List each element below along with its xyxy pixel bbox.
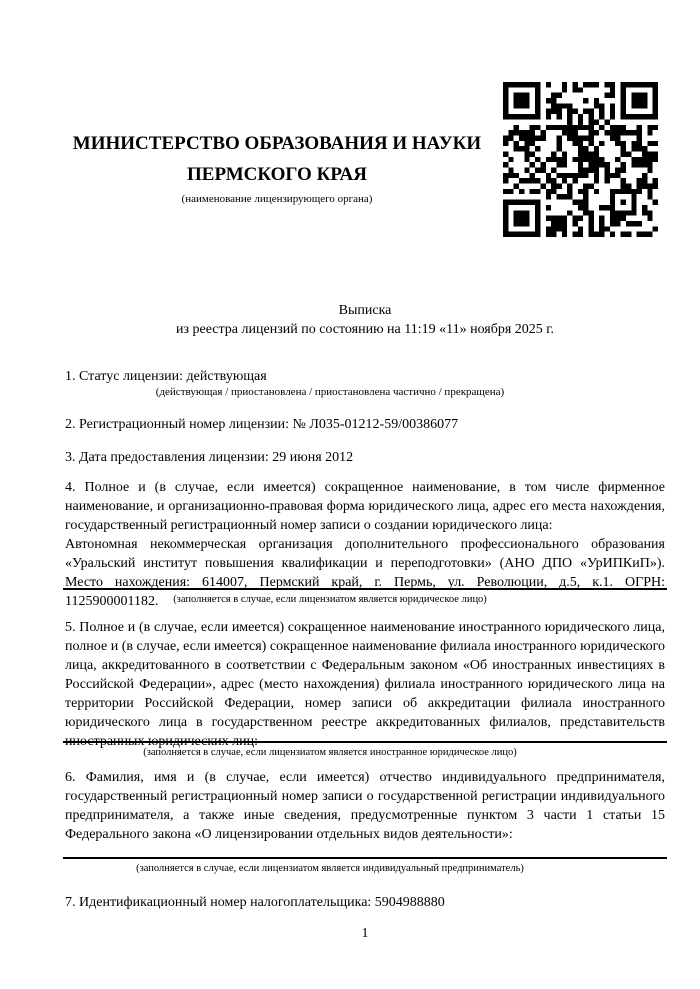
license-status-options-caption: (действующая / приостановлена / приостановлена частично / прекращена) bbox=[155, 386, 505, 398]
registration-number-field: 2. Регистрационный номер лицензии: № Л035-01212-59/00386077 bbox=[65, 417, 459, 432]
license-status-field: 1. Статус лицензии: действующая bbox=[65, 369, 267, 384]
ministry-name-line2: ПЕРМСКОГО КРАЯ bbox=[187, 164, 367, 185]
foreign-entity-blank-underline bbox=[63, 741, 667, 743]
document-title-line2: из реестра лицензий по состоянию на 11:19 «11» ноября 2025 г. bbox=[176, 322, 554, 337]
taxpayer-id-field: 7. Идентификационный номер налогоплательщика: 5904988880 bbox=[65, 895, 445, 910]
individual-entrepreneur-caption: (заполняется в случае, если лицензиатом является индивидуальный предприниматель) bbox=[136, 863, 524, 874]
individual-entrepreneur-question: 6. Фамилия, имя и (в случае, если имеется) отчество индивидуального предпринимателя, государственный регистрационный номер записи о государственной регистрации индивидуального предпринимателя, а также иные сведения, предусмотренные пунктом 3 части 1 статьи 15 Федерального закона «О лицензировании отдельных видов деятельности»: bbox=[65, 770, 665, 842]
legal-entity-answer: Автономная некоммерческая организация дополнительного профессионального образования «Уральский институт повышения квалификации и переподготовки» (АНО ДПО «УрИПКиП»). Место нахождения: 614007, Пермский край, г. Пермь, ул. Революции, д.5, к.1. ОГРН: 1125900001182. bbox=[65, 537, 665, 609]
page-number: 1 bbox=[361, 926, 369, 941]
document-title-line1: Выписка bbox=[338, 303, 392, 318]
legal-entity-question: 4. Полное и (в случае, если имеется) сокращенное наименование, в том числе фирменное наименование, и организационно-правовая форма юридического лица, адрес его места нахождения, государственный регистрационный номер записи о создании юридического лица: bbox=[65, 480, 665, 533]
qr-code-icon bbox=[503, 82, 658, 237]
ministry-name-line1: МИНИСТЕРСТВО ОБРАЗОВАНИЯ И НАУКИ bbox=[72, 133, 482, 154]
license-grant-date-field: 3. Дата предоставления лицензии: 29 июня 2012 bbox=[65, 450, 354, 465]
licensing-authority-block bbox=[59, 128, 495, 206]
foreign-entity-question: 5. Полное и (в случае, если имеется) сокращенное наименование иностранного юридического лица, полное и (в случае, если имеется) сокращенное наименование филиала иностранного юридического лица, аккредитованного в соответствии с Федеральным законом «Об иностранных инвестициях в Российской Федерации», адрес (место нахождения) филиала иностранного юридического лица на территории Российской Федерации, номер записи об аккредитации филиала иностранного юридического лица в государственном реестре аккредитованных филиалов, представительств иностранных юридических лиц: bbox=[65, 620, 665, 749]
legal-entity-underline bbox=[63, 588, 667, 590]
document-title bbox=[65, 301, 665, 339]
individual-entrepreneur-blank-underline bbox=[63, 857, 667, 859]
legal-entity-caption: (заполняется в случае, если лицензиатом является юридическое лицо) bbox=[173, 594, 487, 605]
foreign-entity-caption: (заполняется в случае, если лицензиатом является иностранное юридическое лицо) bbox=[143, 747, 517, 758]
licensing-authority-caption: (наименование лицензирующего органа) bbox=[181, 193, 373, 205]
